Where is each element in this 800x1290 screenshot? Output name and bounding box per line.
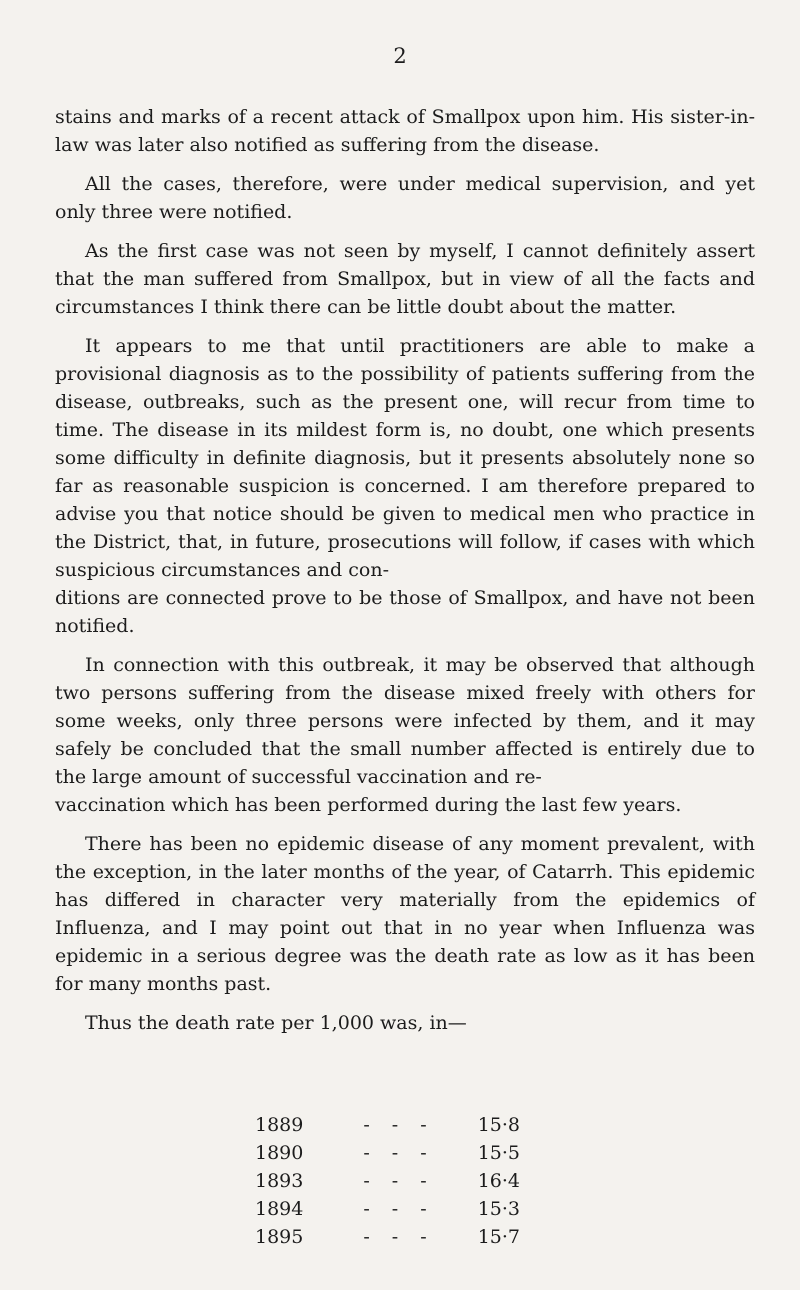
table-row	[255, 1111, 520, 1139]
rate-leader-dashes: - - -	[363, 1198, 435, 1220]
paragraph-epidemic: There has been no epidemic disease of any moment prevalent, with the exception, in the later months of the year, of Catarrh. This epidemic has differed in character very materially from the epidemics of Influenza, and I may point out that in no year when Influenza was epidemic in a serious degree was the death rate as low as it has been for many months past.	[55, 833, 755, 995]
rate-year: 1894	[255, 1198, 304, 1220]
paragraph-continuation: stains and marks of a recent attack of Smallpox upon him. His sister-in-law was later also notified as suffering from the disease.	[55, 106, 755, 156]
table-row	[255, 1139, 520, 1167]
paragraph-outbreak: In connection with this outbreak, it may be observed that although two persons suffering from the disease mixed freely with others for some weeks, only three persons were infected by them, and it may safely be concluded that the small number affected is entirely due to the large amount of successful vaccination and re- vaccination which has been performed during the last few years.	[55, 654, 755, 816]
rate-value: 15·7	[477, 1226, 520, 1248]
page-number: 2	[393, 44, 407, 68]
paragraph-supervision: All the cases, therefore, were under medical supervision, and yet only three were notified.	[55, 173, 755, 223]
paragraph-death-rate-intro: Thus the death rate per 1,000 was, in—	[85, 1012, 467, 1034]
rate-leader-dashes: - - -	[363, 1114, 435, 1136]
rate-value: 15·8	[477, 1114, 520, 1136]
rate-leader-dashes: - - -	[363, 1226, 435, 1248]
rate-year: 1889	[255, 1114, 304, 1136]
rate-value: 15·5	[477, 1142, 520, 1164]
rate-year: 1895	[255, 1226, 304, 1248]
rate-value: 15·3	[477, 1198, 520, 1220]
paragraph-diagnosis: It appears to me that until practitioners are able to make a provisional diagnosis as to the possibility of patients suffering from the disease, outbreaks, such as the present one, will recur from time to time. The disease in its mildest form is, no doubt, one which presents some difficulty in definite diagnosis, but it presents absolutely none so far as reasonable suspicion is concerned. I am therefore prepared to advise you that notice should be given to medical men who practice in the District, that, in future, prosecutions will follow, if cases with which suspicious circumstances and con- ditions are connected prove to be those of Smallpox, and have not been notified.	[55, 335, 755, 637]
document-body	[55, 103, 755, 1048]
rate-value: 16·4	[477, 1170, 520, 1192]
rate-year: 1893	[255, 1170, 304, 1192]
rate-year: 1890	[255, 1142, 304, 1164]
paragraph-first-case: As the first case was not seen by myself, I cannot definitely assert that the man suffered from Smallpox, but in view of all the facts and circumstances I think there can be little doubt about the matter.	[55, 240, 755, 318]
rate-leader-dashes: - - -	[363, 1170, 435, 1192]
death-rate-table	[255, 1111, 520, 1251]
table-row	[255, 1223, 520, 1251]
table-row	[255, 1167, 520, 1195]
rate-leader-dashes: - - -	[363, 1142, 435, 1164]
table-row	[255, 1195, 520, 1223]
